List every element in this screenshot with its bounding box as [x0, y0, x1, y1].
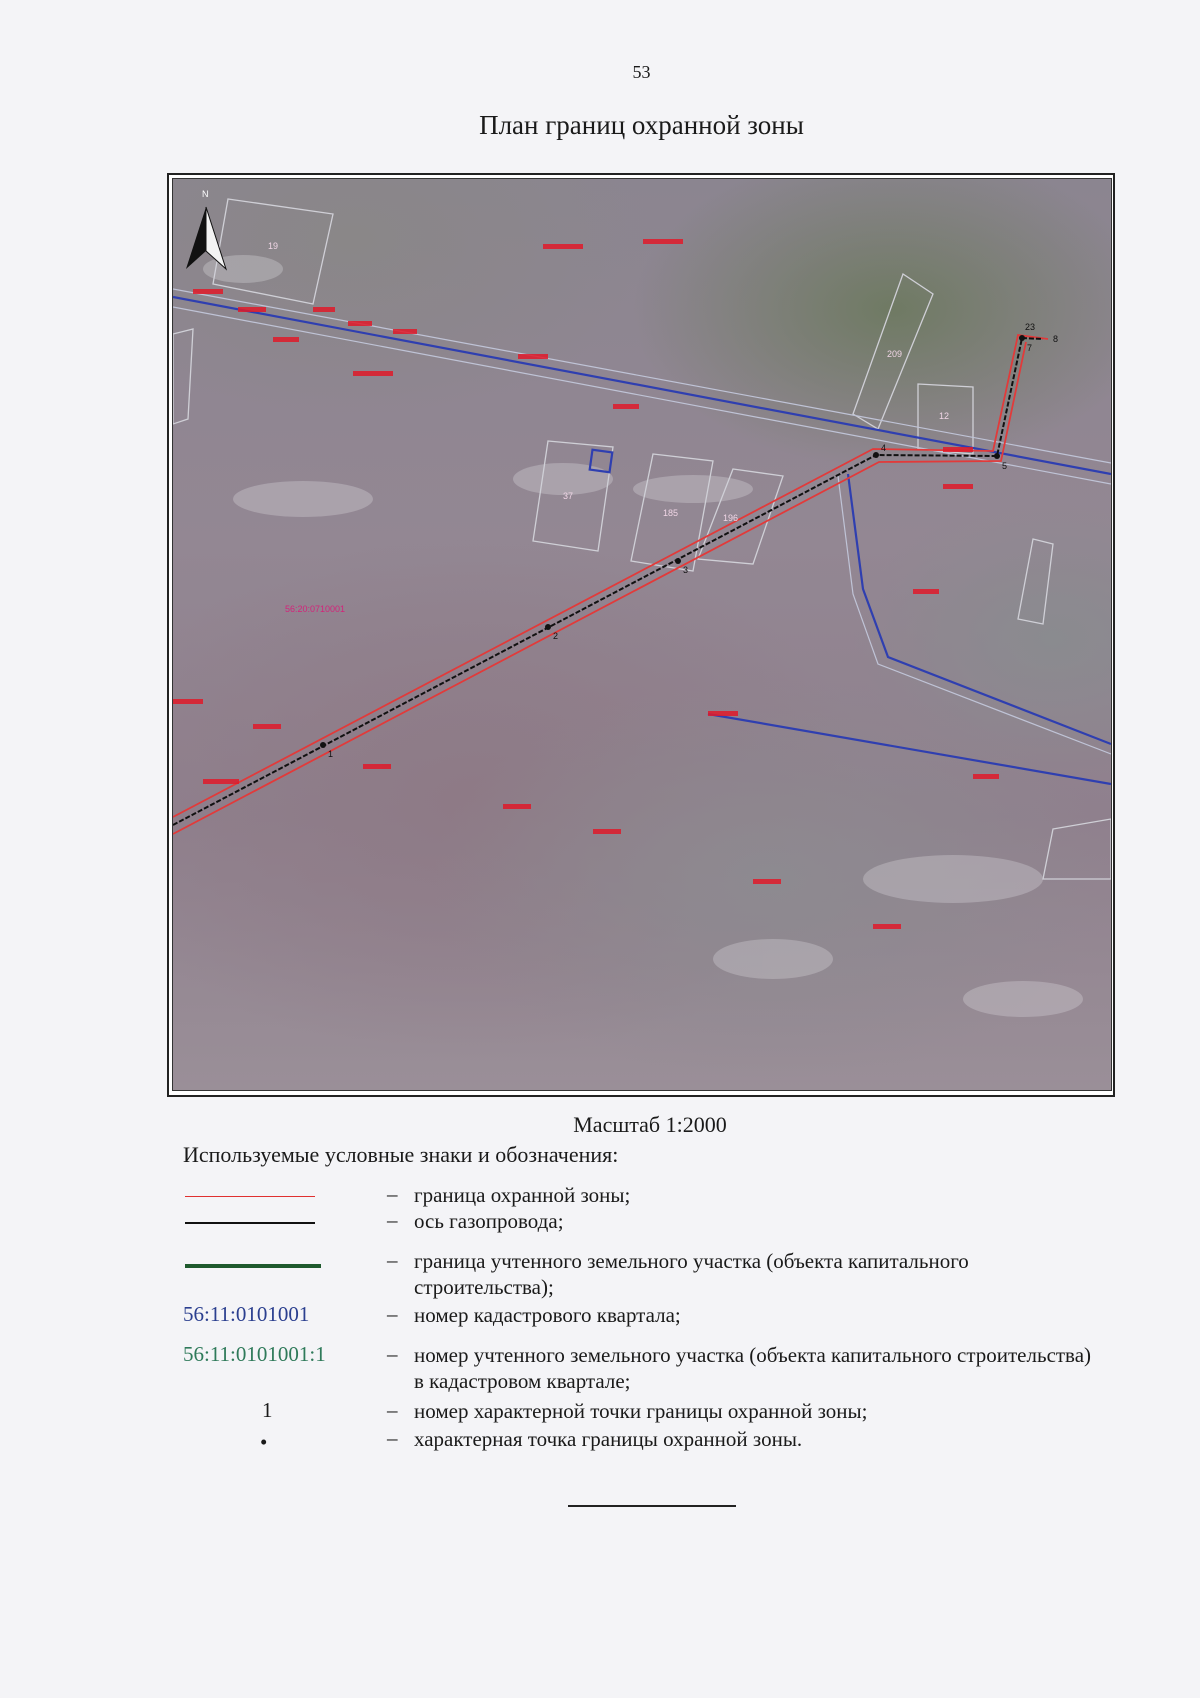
point-number-sample: 1: [262, 1398, 273, 1422]
point-label: 8: [1053, 334, 1059, 344]
page-number: 53: [632, 62, 651, 82]
legend-dash: –: [387, 1208, 398, 1232]
legend-title: Используемые условные знаки и обозначения:: [183, 1142, 619, 1167]
legend-dash: –: [387, 1302, 398, 1326]
map-frame: [167, 173, 1115, 1097]
legend-dash: –: [387, 1248, 398, 1272]
legend-text: граница охранной зоны;: [414, 1183, 631, 1207]
point-label: 1: [328, 749, 334, 759]
point-label: 2: [553, 631, 559, 641]
point-marker-icon: •: [260, 1430, 268, 1454]
parcel-code-sample: 56:11:0101001:1: [183, 1342, 326, 1366]
point-label: 7: [1027, 343, 1033, 353]
point-label: 3: [683, 565, 689, 575]
parcel-line-sample: [185, 1264, 321, 1268]
building-blobs: [203, 255, 1083, 1017]
legend-text: граница учтенного земельного участка (объекта капитального строительства);: [414, 1249, 969, 1299]
legend-text: ось газопровода;: [414, 1209, 564, 1233]
zone-boundary: [173, 335, 1048, 834]
legend-text: номер характерной точки границы охранной зоны;: [414, 1399, 868, 1423]
legend-dash: –: [387, 1182, 398, 1206]
parcel-number: 185: [663, 508, 679, 518]
point-label: 23: [1025, 322, 1036, 332]
parcel-number: 19: [268, 241, 279, 251]
point-label: 5: [1002, 461, 1008, 471]
characteristic-points: [320, 335, 1025, 748]
point-label: 4: [881, 443, 887, 453]
parcel-outlines: [173, 199, 1111, 879]
road-edges: [173, 289, 1111, 754]
north-arrow-icon: [186, 189, 226, 269]
scale-label: Масштаб 1:2000: [573, 1112, 727, 1137]
legend-dash: –: [387, 1398, 398, 1422]
map-overlay: [173, 179, 1111, 1090]
legend-dash: –: [387, 1426, 398, 1450]
parcel-number: 12: [939, 411, 950, 421]
parcel-number: 196: [723, 513, 739, 523]
map-image[interactable]: [172, 178, 1112, 1091]
page-title: План границ охранной зоны: [479, 110, 804, 140]
axis-line-sample: [185, 1222, 315, 1224]
legend-text: номер кадастрового квартала;: [414, 1303, 681, 1327]
point-labels: [328, 322, 1058, 759]
quarter-code-sample: 56:11:0101001: [183, 1302, 310, 1326]
blue-boundaries: [173, 297, 1111, 784]
legend-text: номер учтенного земельного участка (объекта капитального строительства) в кадастровом квартале;: [414, 1343, 1092, 1393]
parcel-number: 37: [563, 491, 574, 501]
cadastral-quarter-label: 56:20:0710001: [285, 604, 346, 614]
legend-text: характерная точка границы охранной зоны.: [414, 1427, 803, 1451]
parcel-number: 209: [887, 349, 903, 359]
north-label: N: [202, 189, 209, 199]
gas-axis: [173, 338, 1043, 825]
zone-line-sample: [185, 1196, 315, 1197]
illegible-labels: [173, 239, 999, 929]
footer-rule: [568, 1505, 736, 1507]
legend-dash: –: [387, 1342, 398, 1366]
